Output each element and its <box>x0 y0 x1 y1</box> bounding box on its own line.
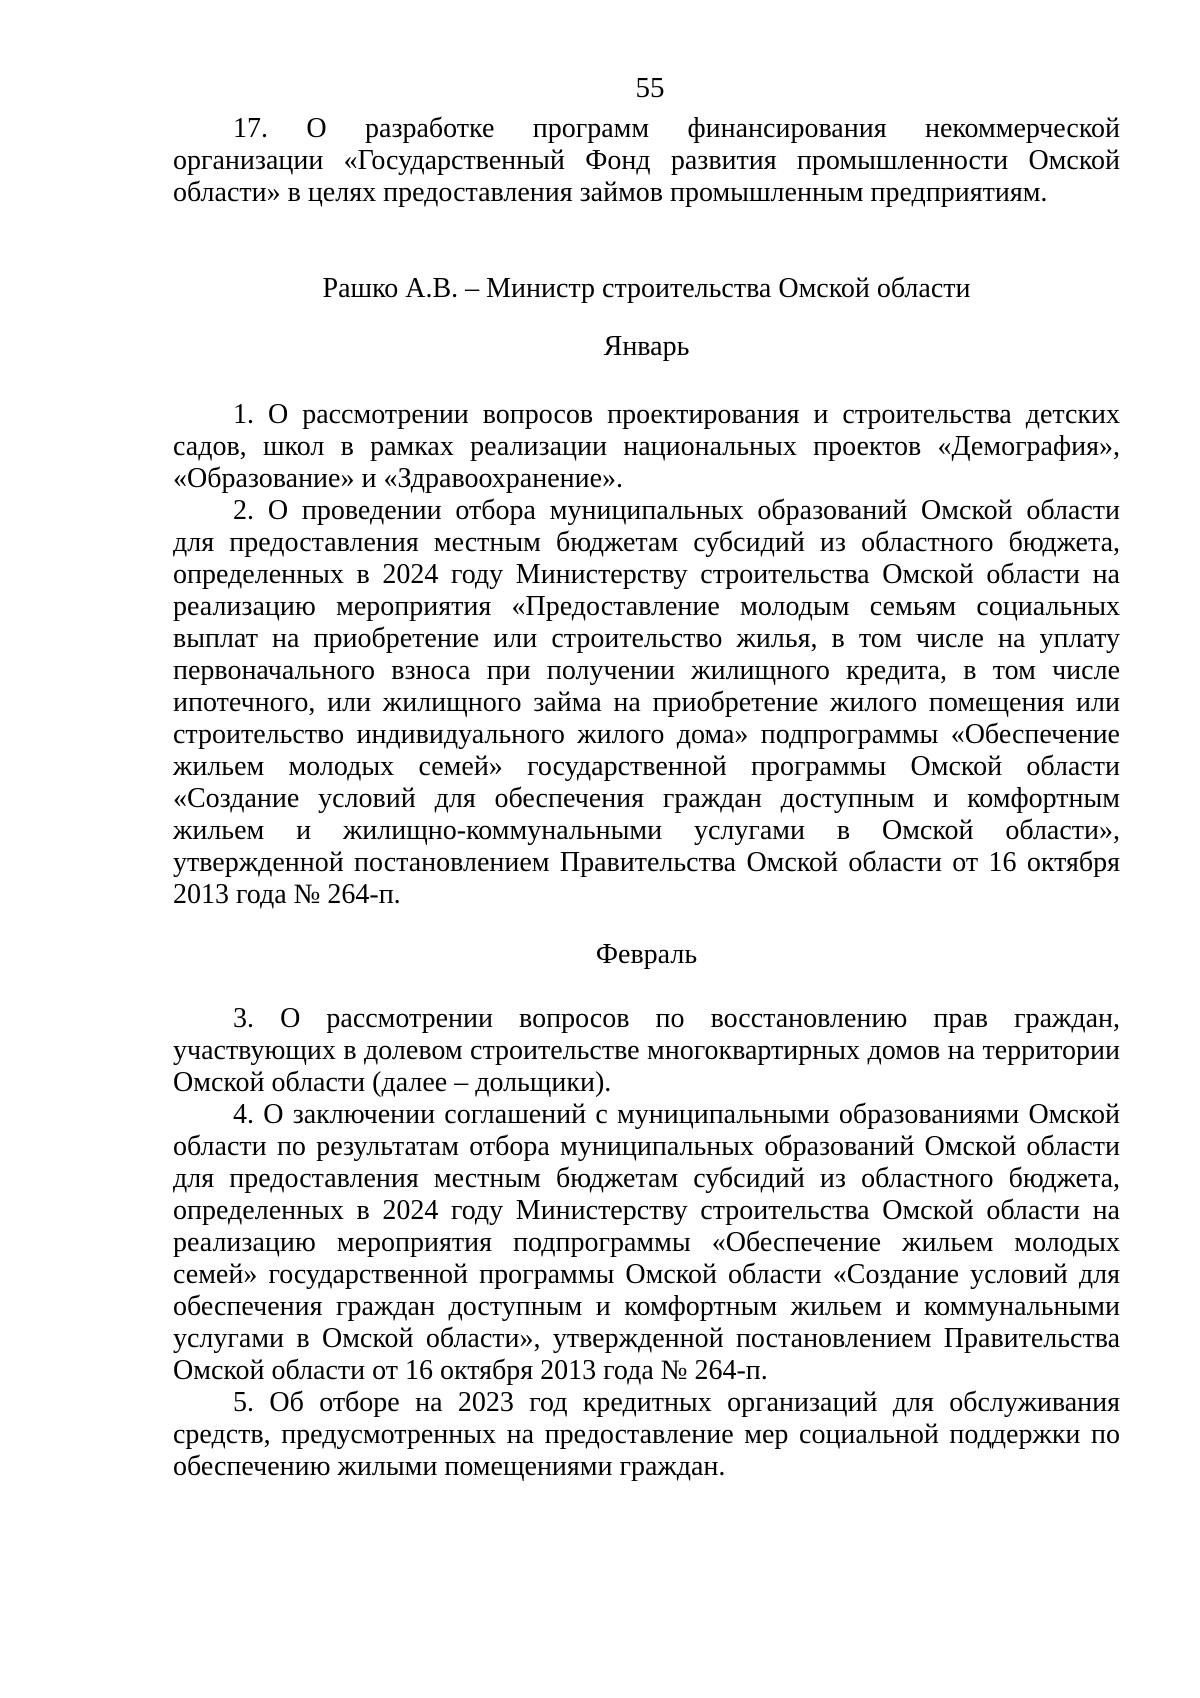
agenda-item-1: 1. О рассмотрении вопросов проектирования и строительства детских садов, школ в рамках реализации национальных проектов «Демография», «Образование» и «Здравоохранение». <box>173 399 1120 494</box>
agenda-item-5: 5. Об отборе на 2023 год кредитных организаций для обслуживания средств, предусмотренных на предоставление мер социальной поддержки по обеспечению жилыми помещениями граждан. <box>173 1387 1120 1482</box>
person-heading: Рашко А.В. – Министр строительства Омской области <box>322 273 971 304</box>
month-heading-february: Февраль <box>595 939 698 970</box>
agenda-item-4: 4. О заключении соглашений с муниципальными образованиями Омской области по результатам отбора муниципальных образований Омской области для предоставления местным бюджетам субсидий из областного бюджета, определенных в 2024 году Министерству строительства Омской области на реализацию мероприятия подпрограммы «Обеспечение жильем молодых семей» государственной программы Омской области «Создание условий для обеспечения граждан доступным и комфортным жильем и коммунальными услугами в Омской области», утвержденной постановлением Правительства Омской области от 16 октября 2013 года № 264-п. <box>173 1099 1120 1386</box>
month-heading-january: Январь <box>603 331 690 362</box>
page-number: 55 <box>635 72 665 104</box>
document-body <box>173 113 1120 1483</box>
agenda-item-2: 2. О проведении отбора муниципальных образований Омской области для предоставления местным бюджетам субсидий из областного бюджета, определенных в 2024 году Министерству строительства Омской области на реализацию мероприятия «Предоставление молодым семьям социальных выплат на приобретение или строительство жилья, в том числе на уплату первоначального взноса при получении жилищного кредита, в том числе ипотечного, или жилищного займа на приобретение жилого помещения или строительство индивидуального жилого дома» подпрограммы «Обеспечение жильем молодых семей» государственной программы Омской области «Создание условий для обеспечения граждан доступным и комфортным жильем и жилищно-коммунальными услугами в Омской области», утвержденной постановлением Правительства Омской области от 16 октября 2013 года № 264-п. <box>173 495 1120 910</box>
agenda-item-3: 3. О рассмотрении вопросов по восстановлению прав граждан, участвующих в долевом строительстве многоквартирных домов на территории Омской области (далее – дольщики). <box>173 1003 1120 1098</box>
agenda-item-17: 17. О разработке программ финансирования некоммерческой организации «Государственный Фонд развития промышленности Омской области» в целях предоставления займов промышленным предприятиям. <box>173 113 1120 208</box>
